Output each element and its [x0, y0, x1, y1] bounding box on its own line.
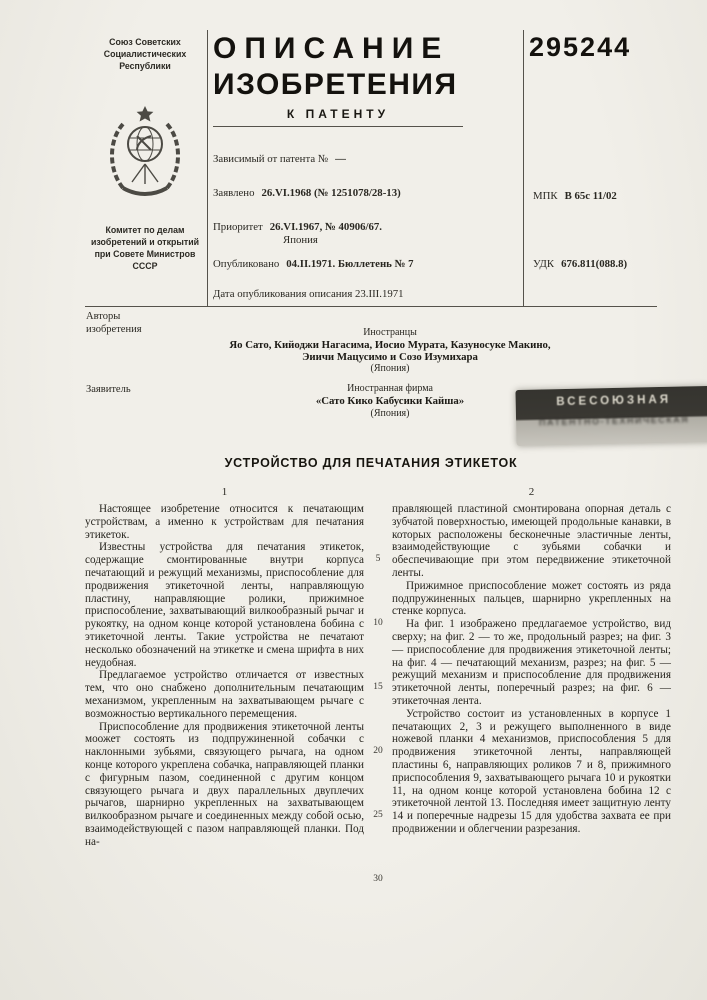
mpk-label: МПК [533, 190, 558, 202]
filed-value: 26.VI.1968 (№ 1251078/28-13) [261, 187, 401, 199]
body-column-1 [85, 503, 364, 849]
committee-line2: изобретений и открытий [90, 237, 200, 247]
patent-number: 295244 [529, 32, 632, 62]
published-label: Опубликовано [213, 258, 280, 270]
column-2-number: 2 [528, 486, 535, 498]
union-name [85, 36, 205, 72]
paragraph: На фиг. 1 изображено предлагаемое устройство, вид сверху; на фиг. 2 — то же, продольный разрез; на фиг. 3 — приспособление для продвижения этикеточной ленты; на фиг. 4 — печатающий механизм, разрез; на фиг. 5 — режущий механизм и приспособление для продвижения этикеточной ленты, поперечный разрез; на фиг. 6 — этикеточная лента. [392, 618, 671, 707]
line-number-marker: 25 [373, 810, 383, 820]
published-line [213, 258, 414, 270]
column-1-number: 1 [221, 486, 228, 498]
applicant-label: Заявитель [86, 384, 131, 395]
udk-line [533, 258, 627, 270]
paragraph: Известны устройства для печатания этикеток, содержащие смонтированные внутри корпуса печатающий и режущий механизмы, приспособление для продвижения этикеточной ленты, направляющую пластину, направляющие ролики, прижимное приспособление, захватывающий вилкообразный рычаг и рукоятку, на одном конце которой установлена бобина с этикеточной ленты. Такие устройства не печатают несколько обозначений на этикетке и смена шрифта в них неудобная. [85, 541, 364, 669]
inventor-names-line1: Яо Сато, Кийоджи Нагасима, Иосио Мурата, Казуносуке Макино, [229, 339, 551, 351]
committee-line3: при Совете Министров [94, 249, 196, 259]
paragraph: Устройство состоит из установленных в корпусе 1 печатающих 2, 3 и режущего выполненного в виде ножевой планки 4 механизмов, приспособления 5 для продвижения этикеточной ленты, направляющей пластины 6, направляющих роликов 7 и 8, прижимного приспособления 9, захватывающего рычага 10 и рукоятки 11, на одном конце которой установлена бобина 12 с этикеточной лентой 13. Последняя имеет защитную ленту 14 и поперечные надрезы 15 для удобства захвата ее при продвижении и облегчении разрезания. [392, 707, 671, 835]
header-bottom-rule [85, 306, 657, 307]
applicant-note: Иностранная фирма [347, 383, 433, 394]
header-divider-left [207, 30, 208, 306]
filed-label: Заявлено [213, 187, 255, 199]
udk-value: 676.811(088.8) [561, 258, 628, 270]
union-name-line2: Социалистических [103, 49, 187, 59]
stamp-line1: ВСЕСОЮЗНАЯ [556, 393, 672, 409]
committee-name [85, 224, 205, 272]
invention-title: УСТРОЙСТВО ДЛЯ ПЕЧАТАНИЯ ЭТИКЕТОК [224, 456, 518, 470]
paragraph: правляющей пластиной смонтирована опорная деталь с зубчатой поверхностью, имеющей продольные канавки, в которых расположены бесконечные эластичные ленты, взаимодействующие с зубьями собачки и обеспечивающие при этом передвижение этикеточной ленты. [392, 503, 671, 579]
publication-date-line: Дата опубликования описания 23.III.1971 [213, 288, 404, 300]
union-name-line3: Республики [119, 61, 171, 71]
authors-label-line2: изобретения [86, 324, 142, 335]
filed-line [213, 187, 401, 199]
authors-label-line1: Авторы [86, 311, 121, 322]
paragraph: Приспособление для продвижения этикеточной ленты моожет состоять из подпружиненной собачки с наклонными зубьями, связующего рычага, на одном конце которого укреплена собачка, направляющей планки с фигурным пазом, соединенной с другим концом связующего рычага и двух параллельных двуплечих рычагов, шарнирно укрепленных на захватывающем вилкообразном рычаге и соединенных между собой осью, взаимодействующей с пазом направляющей планки. Под на- [85, 720, 364, 848]
committee-line4: СССР [132, 261, 158, 271]
priority-value: 26.VI.1967, № 40906/67. [269, 221, 383, 233]
paragraph: Прижимное приспособление может состоять из ряда подпружиненных пальцев, шарнирно укрепленных на стенке корпуса. [392, 579, 671, 618]
masthead-title-line2: ИЗОБРЕТЕНИЯ [213, 68, 458, 101]
line-number-marker: 10 [373, 618, 383, 628]
inventors-country: (Япония) [370, 363, 410, 374]
priority-label: Приоритет [213, 221, 263, 233]
mpk-line [533, 190, 617, 202]
inventor-names-line2: Эиичи Мацусимо и Созо Изумихара [302, 351, 478, 363]
line-number-marker: 5 [375, 554, 381, 564]
header-divider-right [523, 30, 524, 306]
line-number-marker: 20 [373, 746, 383, 756]
union-name-line1: Союз Советских [109, 37, 181, 47]
mpk-value: В 65с 11/02 [564, 190, 617, 202]
line-number-marker: 30 [373, 874, 383, 884]
applicant-country: (Япония) [370, 408, 410, 419]
stamp-line2: ПАТЕНТНО-ТЕХНИЧЕСКАЯ [538, 414, 690, 428]
published-value: 04.II.1971. Бюллетень № 7 [286, 258, 414, 270]
applicant-name: «Сато Кико Кабусики Кайша» [315, 395, 465, 407]
dependent-patent-line [213, 153, 346, 165]
body-column-2 [392, 503, 671, 836]
subtitle-rule [213, 126, 463, 127]
dependent-label: Зависимый от патента № [213, 153, 329, 165]
masthead-title-line1: ОПИСАНИЕ [213, 32, 450, 65]
priority-country: Япония [283, 234, 318, 246]
masthead-subtitle: К ПАТЕНТУ [286, 107, 390, 121]
ussr-emblem-icon [103, 102, 187, 198]
dependent-value: — [335, 153, 346, 165]
committee-line1: Комитет по делам [105, 225, 185, 235]
paragraph: Предлагаемое устройство отличается от известных тем, что оно снабжено дополнительным печатающим механизмом, укрепленным на захватывающем рычаге с возможностью вертикального перемещения. [85, 669, 364, 720]
priority-line [213, 221, 382, 233]
foreigners-note: Иностранцы [363, 327, 417, 338]
library-stamp [515, 386, 707, 446]
line-number-marker: 15 [373, 682, 383, 692]
paragraph: Настоящее изобретение относится к печатающим устройствам, а именно к устройствам для печатания этикеток. [85, 503, 364, 541]
udk-label: УДК [533, 258, 555, 270]
